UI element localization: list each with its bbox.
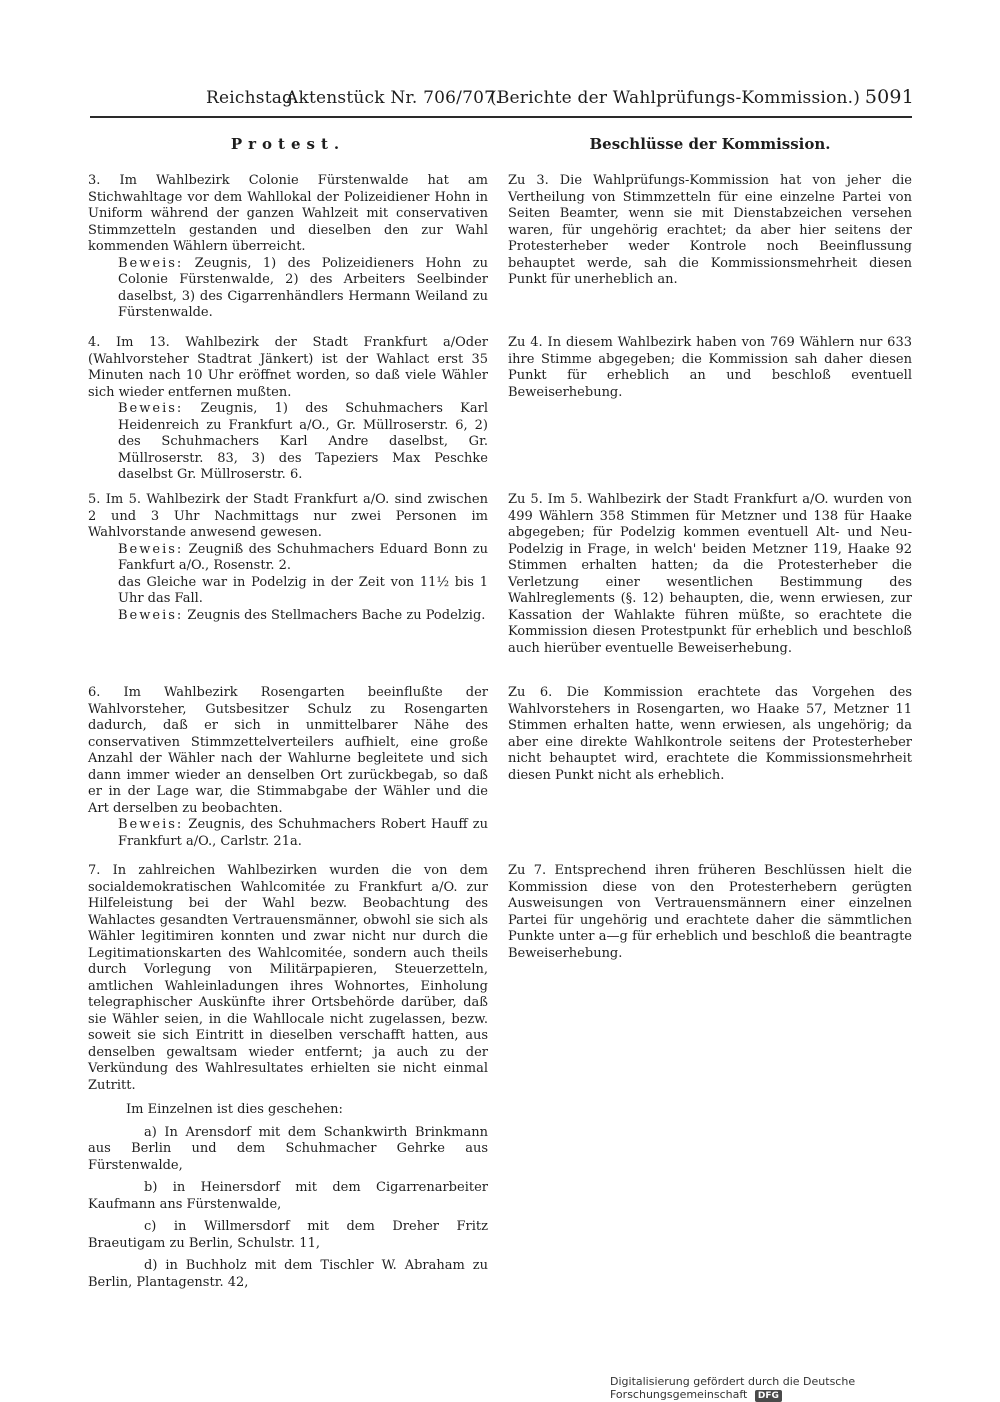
protest-item-7-c: c) in Willmersdorf mit dem Dreher Fritz Braeutigam zu Berlin, Schulstr. 11, (88, 1219, 488, 1251)
decision-zu-3: Zu 3. Die Wahlprüfungs-Kommission hat von jeher die Vertheilung von Stimmzetteln für eine einzelne Partei von Seiten Beamter, wenn sie mit Dienstabzeichen versehen waren, für ungehörig erachtet; da aber hier seitens der Protesterheber weder Kontrole noch Beeinflussung behauptet werde, sah die Kommissionsmehrheit diesen Punkt für unerheblich an. (508, 173, 912, 287)
decision-zu-7: Zu 7. Entsprechend ihren früheren Beschlüssen hielt die Kommission diese von den Protesterhebern gerügten Ausweisungen von Vertrauensmännern einer einzelnen Partei für ungehörig und erachtete daher die sämmtlichen Punkte unter a—g für erheblich und beschloß die beantragte Beweiserhebung. (508, 863, 912, 961)
protest-item-4-text: 4. Im 13. Wahlbezirk der Stadt Frankfurt a/Oder (Wahlvorsteher Stadtrat Jänkert) ist der Wahlact erst 35 Minuten nach 10 Uhr eröffnet worden, so daß viele Wähler sich wieder entfernen mußten. (88, 335, 488, 400)
protest-column (88, 135, 489, 1290)
beweis-text: Zeugnis, 1) des Schuhmachers Karl Heidenreich zu Frankfurt a/O., Gr. Müllroserstr. 6, 2) des Schuhmachers Karl Andre daselbst, Gr. Müllroserstr. 83, 3) des Tapeziers Max Peschke daselbst Gr. Müllroserstr. 6. (118, 401, 488, 482)
protest-item-3-text: 3. Im Wahlbezirk Colonie Fürstenwalde hat am Stichwahltage vor dem Wahllokal der Polizeidiener Hohn in Uniform während der ganzen Wahlzeit mit conservativen Stimmzetteln gestanden und dieselben den zur Wahl kommenden Wählern überreicht. (88, 173, 488, 254)
beweis-label: Beweis: (118, 541, 184, 557)
protest-item-6 (88, 685, 488, 850)
protest-item-7-d: d) in Buchholz mit dem Tischler W. Abraham zu Berlin, Plantagenstr. 42, (88, 1258, 488, 1290)
header-section: (Berichte der Wahlprüfungs-Kommission.) (490, 88, 861, 108)
header-reichstag: Reichstag. (206, 88, 299, 108)
header-document-number: Aktenstück Nr. 706/707. (286, 88, 501, 108)
protest-item-7-text: 7. In zahlreichen Wahlbezirken wurden die von dem socialdemokratischen Wahlcomitée zu Frankfurt a/O. zur Hilfeleistung bei der Wahl bezw. Beobachtung des Wahlactes gesandten Vertrauensmänner, obwohl sie sich als Wähler legitimiren konnten und zwar nicht nur durch die Legitimationskarten des Wahlcomitée, sondern auch theils durch Vorlegung von Militärpapieren, Steuerzetteln, amtlichen Wahleinladungen ihres Wohnortes, Einholung telegraphischer Auskünfte ihrer Ortsbehörde darüber, daß sie Wähler seien, in die Wahllocale nicht zugelassen, bezw. soweit sie sich Eintritt in dieselben verschafft hatten, aus denselben gewaltsam wieder entfernt; ja auch zu der Verkündung des Wahlresultates erhielten sie nicht einmal Zutritt. (88, 863, 488, 1093)
decision-zu-5: Zu 5. Im 5. Wahlbezirk der Stadt Frankfurt a/O. wurden von 499 Wählern 358 Stimmen für Metzner und 138 für Haake abgegeben; für Podelzig kommen eventuell Alt- und Neu-Podelzig in Frage, in welch' beiden Metzner 119, Haake 92 Stimmen erhalten hatten; da die Protesterheber die Verletzung einer wesentlichen Bestimmung des Wahlreglements (§. 12) behaupten, die, wenn erwiesen, zur Kassation der Wahlakte führen müßte, so erachtete die Kommission diesen Protestpunkt für erheblich und beschloß auch hierüber eventuelle Beweiserhebung. (508, 492, 912, 656)
protest-item-5 (88, 492, 488, 624)
dfg-logo: DFG (755, 1390, 782, 1402)
protest-heading: Protest. (230, 135, 346, 153)
decisions-heading: Beschlüsse der Kommission. (589, 135, 831, 153)
protest-item-7-intro: Im Einzelnen ist dies geschehen: (126, 1102, 343, 1117)
decisions-column (508, 135, 912, 961)
protest-item-6-text: 6. Im Wahlbezirk Rosengarten beeinflußte der Wahlvorsteher, Gutsbesitzer Schulz zu Rosengarten dadurch, daß er sich in unmittelbarer Nähe des conservativen Stimmzettelverteilers aufhielt, eine große Anzahl der Wähler nach der Wahlurne begleitete und sich dann immer wieder an denselben Ort zurückbegab, so daß er in der Lage war, die Stimmabgabe der Wähler und die Art derselben zu beobachten. (88, 685, 488, 816)
beweis-text: Zeugnis des Stellmachers Bache zu Podelzig. (187, 607, 486, 623)
beweis-label: Beweis: (118, 817, 184, 832)
protest-item-5-text: 5. Im 5. Wahlbezirk der Stadt Frankfurt a/O. sind zwischen 2 und 3 Uhr Nachmittags nur zwei Personen im Wahlvorstande anwesend gewesen. (88, 492, 488, 540)
decision-zu-4: Zu 4. In diesem Wahlbezirk haben von 769 Wählern nur 633 ihre Stimme abgegeben; die Kommission sah daher diesen Punkt für erheblich an und beschloß eventuell Beweiserhebung. (508, 335, 912, 400)
protest-item-4 (88, 335, 488, 484)
beweis-text: Zeugnis, des Schuhmachers Robert Hauff zu Frankfurt a/O., Carlstr. 21a. (118, 817, 489, 849)
protest-item-5-middle: das Gleiche war in Podelzig in der Zeit von 11½ bis 1 Uhr das Fall. (118, 574, 488, 606)
page-header (206, 82, 914, 116)
protest-item-7 (88, 863, 488, 1291)
beweis-text: Zeugnis, 1) des Polizeidieners Hohn zu Colonie Fürstenwalde, 2) des Arbeiters Seelbinder daselbst, 3) des Cigarrenhändlers Hermann Weiland zu Fürstenwalde. (118, 255, 488, 320)
beweis-text: Zeugniß des Schuhmachers Eduard Bonn zu Fankfurt a/O., Rosenstr. 2. (118, 541, 488, 573)
protest-item-7-b: b) in Heinersdorf mit dem Cigarrenarbeiter Kaufmann ans Fürstenwalde, (88, 1180, 488, 1212)
page-number: 5091 (864, 86, 914, 108)
footer-text: Digitalisierung gefördert durch die Deutsche Forschungsgemeinschaft (610, 1375, 856, 1401)
protest-item-3 (88, 173, 488, 322)
beweis-label: Beweis: (118, 255, 184, 271)
digitization-footer (610, 1375, 986, 1401)
beweis-label: Beweis: (118, 607, 184, 623)
beweis-label: Beweis: (118, 401, 184, 416)
header-rule (90, 116, 912, 118)
protest-item-7-a: a) In Arensdorf mit dem Schankwirth Brinkmann aus Berlin und dem Schuhmacher Gehrke aus Fürstenwalde, (88, 1124, 488, 1173)
decision-zu-6: Zu 6. Die Kommission erachtete das Vorgehen des Wahlvorstehers in Rosengarten, wo Haake 57, Metzner 11 Stimmen erhalten hatte, wenn erwiesen, als ungehörig; da aber eine direkte Wahlkontrole seitens der Protesterheber nicht behauptet wird, erachtete die Kommissionsmehrheit diesen Punkt nicht als erheblich. (508, 685, 912, 783)
